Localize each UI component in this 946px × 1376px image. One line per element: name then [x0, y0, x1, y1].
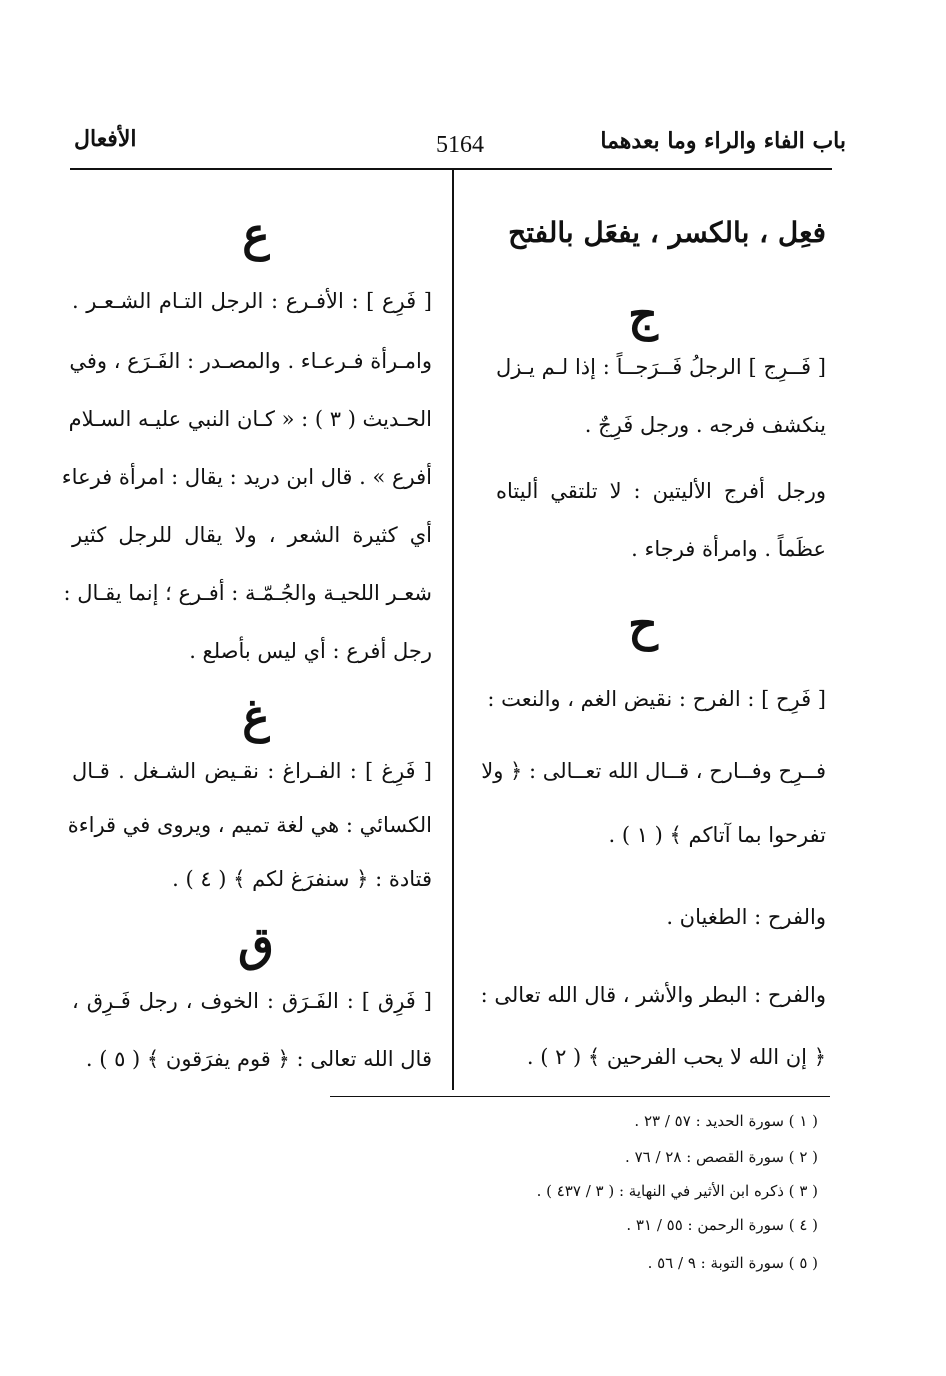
- page-number: 5164: [436, 132, 484, 158]
- letter-heading-ghain: غ: [242, 689, 270, 743]
- letter-heading-ha: ح: [628, 597, 658, 651]
- entry-line: [ فَرِع ] : الأفـرع : الرجل التـام الشـعـر .: [72, 289, 432, 313]
- running-chapter-title: الأفعال: [74, 126, 137, 152]
- entry-line: رجل أفرع : أي ليس بأصلع .: [189, 639, 432, 663]
- running-section-title: باب الفاء والراء وما بعدهما: [600, 128, 846, 154]
- column-divider: [452, 170, 454, 1090]
- entry-line: ﴿ إن الله لا يحب الفرحين ﴾ ( ٢ ) .: [526, 1045, 826, 1069]
- footnote: ( ٤ ) سورة الرحمن : ٥٥ / ٣١ .: [626, 1216, 818, 1234]
- entry-line: عظَماً . وامرأة فرجاء .: [631, 537, 826, 561]
- footnote: ( ٢ ) سورة القصص : ٢٨ / ٧٦ .: [625, 1148, 818, 1166]
- footnote: ( ٥ ) سورة التوبة : ٩ / ٥٦ .: [647, 1254, 818, 1272]
- entry-line: [ فَرِح ] : الفرح : نقيض الغم ، والنعت :: [487, 687, 826, 711]
- entry-line: الكسائي : هي لغة تميم ، ويروى في قراءة: [67, 813, 432, 837]
- entry-line: أي كثيرة الشعر ، ولا يقال للرجل كثير: [72, 523, 432, 547]
- footnote: ( ٣ ) ذكره ابن الأثير في النهاية : ( ٣ / ٤٣٧ ) .: [536, 1182, 818, 1200]
- entry-line: قال الله تعالى : ﴿ قوم يفرَقون ﴾ ( ٥ ) .: [85, 1047, 432, 1071]
- entry-line: الحـديث ( ٣ ) : « كـان النبي عليـه السـلام: [68, 407, 432, 431]
- header-rule: [70, 168, 832, 170]
- letter-heading-qaf: ق: [238, 917, 274, 971]
- entry-line: والفرح : البطر والأشر ، قال الله تعالى :: [480, 983, 826, 1007]
- entry-line: وامـرأة فـرعـاء . والمصـدر : الفَـرَع ، وفي: [69, 349, 432, 373]
- entry-line: ينكشف فرجه . ورجل فَرِجٌ .: [584, 413, 826, 437]
- entry-line: شعـر اللحيـة والجُـمّـة : أفـرع ؛ إنما يقـال :: [63, 581, 432, 605]
- entry-line: فــرِح وفــارح ، قــال الله تعــالى : ﴿ ولا: [481, 759, 826, 783]
- entry-line: تفرحوا بما آتاكم ﴾ ( ١ ) .: [608, 823, 826, 847]
- footnote-rule: [330, 1096, 830, 1097]
- entry-line: والفرح : الطغيان .: [666, 905, 826, 929]
- entry-line: ورجل أفرج الأليتين : لا تلتقي أليتاه: [496, 479, 826, 503]
- letter-heading-ain: ع: [242, 207, 270, 261]
- entry-line: [ فَــرِج ] الرجلُ فَــرَجــاً : إذا لـم يـزل: [496, 355, 826, 379]
- footnote: ( ١ ) سورة الحديد : ٥٧ / ٢٣ .: [634, 1112, 818, 1130]
- section-heading: فعِل ، بالكسر ، يفعَل بالفتح: [508, 216, 826, 249]
- entry-line: [ فَرِق ] : الفَـرَق : الخوف ، رجل فَـرِق ،: [72, 989, 432, 1013]
- entry-line: قتادة : ﴿ سنفرَغ لكم ﴾ ( ٤ ) .: [172, 867, 432, 891]
- entry-line: أفرع » . قال ابن دريد : يقال : امرأة فرعاء: [61, 465, 432, 489]
- entry-line: [ فَرِغ ] : الفـراغ : نقـيض الشـغل . قـال: [72, 759, 432, 783]
- letter-heading-jim: ج: [628, 287, 658, 341]
